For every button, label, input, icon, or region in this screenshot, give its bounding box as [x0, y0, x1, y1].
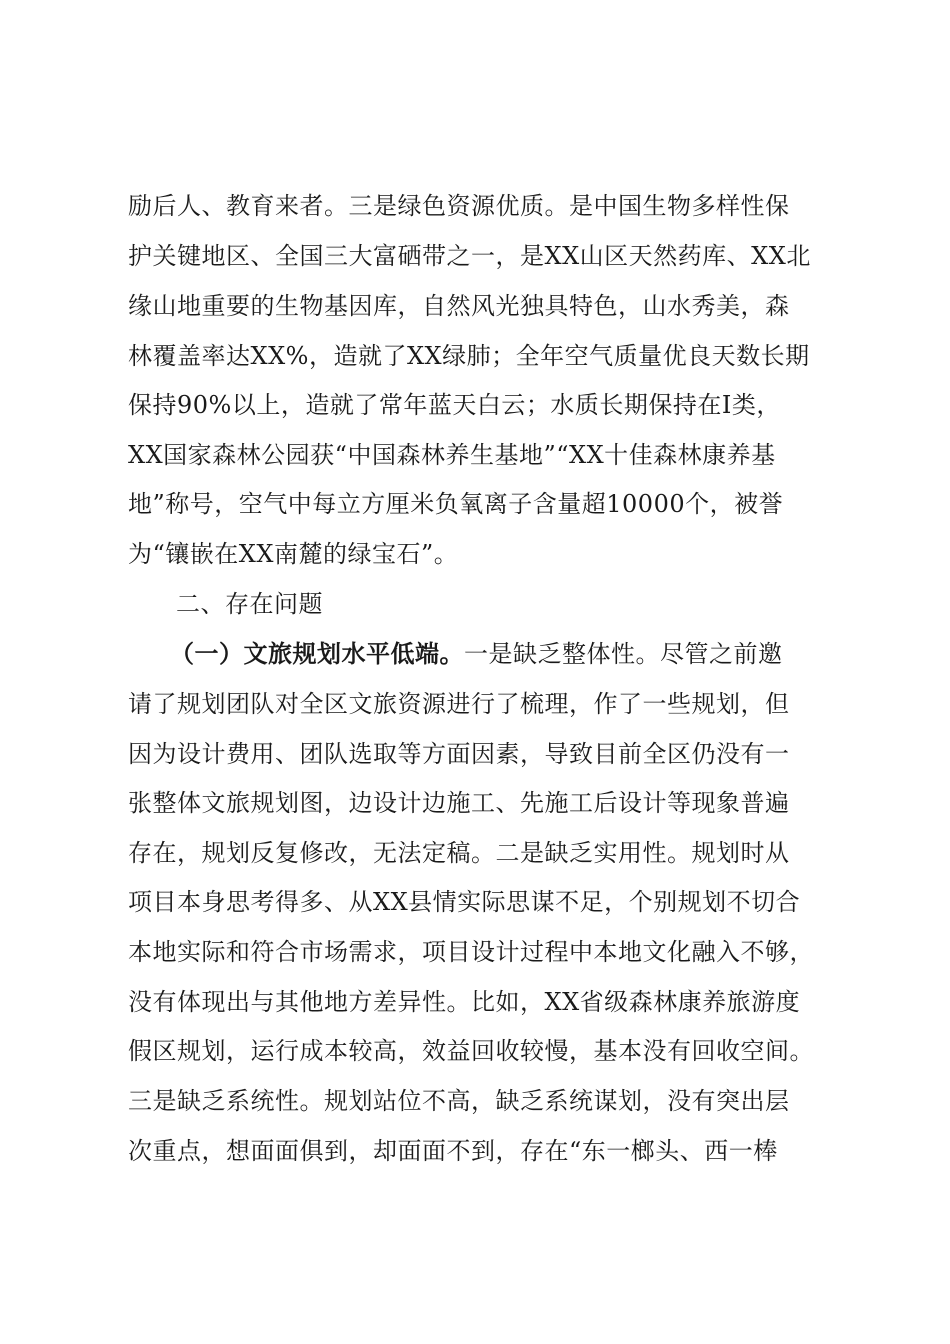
- paragraph-line: 张整体文旅规划图，边设计边施工、先施工后设计等现象普遍: [128, 789, 790, 817]
- paragraph-line: 地”称号，空气中每立方厘米负氧离子含量超10000个，被誉: [128, 490, 784, 518]
- paragraph-line: 请了规划团队对全区文旅资源进行了梳理，作了一些规划，但: [128, 690, 790, 718]
- paragraph-line: 林覆盖率达XX%，造就了XX绿肺；全年空气质量优良天数长期: [128, 342, 810, 370]
- paragraph-line: 项目本身思考得多、从XX县情实际思谋不足，个别规划不切合: [128, 888, 801, 916]
- paragraph-line: 没有体现出与其他地方差异性。比如，XX省级森林康养旅游度: [128, 988, 801, 1016]
- subsection-first-line: [170, 634, 838, 674]
- subsection-heading: （一）文旅规划水平低端。: [170, 639, 464, 668]
- paragraph-line: 护关键地区、全国三大富硒带之一，是XX山区天然药库、XX北: [128, 242, 811, 270]
- paragraph-line: 假区规划，运行成本较高，效益回收较慢，基本没有回收空间。: [128, 1037, 814, 1065]
- paragraph-line: 次重点，想面面俱到，却面面不到，存在“东一榔头、西一棒: [128, 1137, 778, 1165]
- subsection-first-line-text: 一是缺乏整体性。尽管之前邀: [464, 640, 783, 668]
- paragraph-line: 因为设计费用、团队选取等方面因素，导致目前全区仍没有一: [128, 740, 790, 768]
- paragraph-line: 保持90%以上，造就了常年蓝天白云；水质长期保持在Ⅰ类，: [128, 391, 781, 419]
- paragraph-line: 励后人、教育来者。三是绿色资源优质。是中国生物多样性保: [128, 192, 790, 220]
- paragraph-line: 缘山地重要的生物基因库，自然风光独具特色，山水秀美，森: [128, 292, 790, 320]
- paragraph-line: 本地实际和符合市场需求，项目设计过程中本地文化融入不够，: [128, 938, 814, 966]
- paragraph-line: 存在，规划反复修改，无法定稿。二是缺乏实用性。规划时从: [128, 839, 790, 867]
- paragraph-line: 为“镶嵌在XX南麓的绿宝石”。: [128, 540, 459, 568]
- paragraph-line: 三是缺乏系统性。规划站位不高，缺乏系统谋划，没有突出层: [128, 1087, 790, 1115]
- paragraph-line: XX国家森林公园获“中国森林养生基地”“XX十佳森林康养基: [128, 441, 776, 469]
- section-heading: 二、存在问题: [176, 590, 323, 618]
